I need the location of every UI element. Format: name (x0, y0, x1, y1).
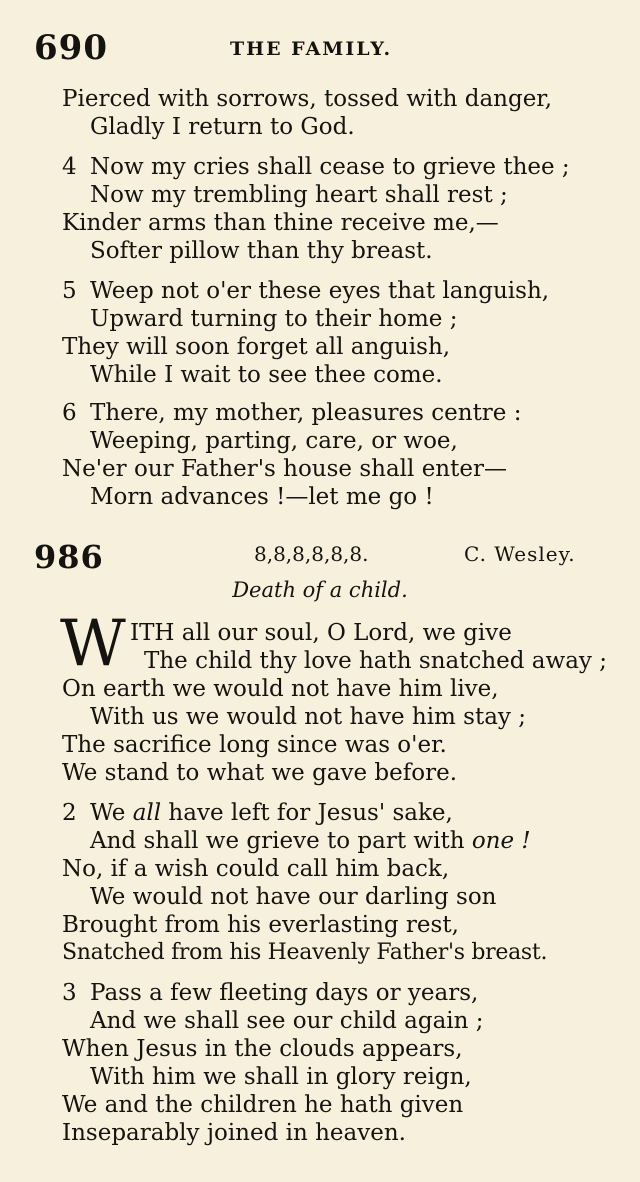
verse-line (90, 800, 453, 826)
verse-line: Snatched from his Heavenly Father's breast. (62, 940, 548, 965)
stanza-number: 2 (62, 800, 77, 826)
verse-line: Kinder arms than thine receive me,— (62, 210, 499, 236)
verse-line: We and the children he hath given (62, 1092, 464, 1118)
stanza-number: 3 (62, 980, 77, 1006)
verse-emphasis: all (132, 800, 162, 826)
verse-line: Weep not o'er these eyes that languish, (90, 278, 550, 304)
verse-line: Softer pillow than thy breast. (90, 238, 433, 264)
verse-line: No, if a wish could call him back, (62, 856, 450, 882)
verse-line: With him we shall in glory reign, (90, 1064, 472, 1090)
verse-line: Upward turning to their home ; (90, 306, 458, 332)
verse-line: When Jesus in the clouds appears, (62, 1036, 463, 1062)
hymn-meter: 8,8,8,8,8,8. (254, 542, 369, 566)
verse-line: Weeping, parting, care, or woe, (90, 428, 458, 454)
verse-line: Brought from his everlasting rest, (62, 912, 459, 938)
page-number: 690 (34, 28, 108, 68)
verse-line: And we shall see our child again ; (90, 1008, 484, 1034)
verse-line: We would not have our darling son (90, 884, 497, 910)
verse-line: On earth we would not have him live, (62, 676, 499, 702)
verse-line: Ne'er our Father's house shall enter— (62, 456, 507, 482)
verse-line: Pass a few fleeting days or years, (90, 980, 479, 1006)
verse-line: Morn advances !—let me go ! (90, 484, 434, 510)
verse-line: They will soon forget all anguish, (62, 334, 451, 360)
verse-line: The sacrifice long since was o'er. (62, 732, 447, 758)
drop-cap: W (60, 607, 126, 681)
verse-emphasis: one ! (471, 828, 531, 854)
verse-line: The child thy love hath snatched away ; (144, 648, 607, 674)
hymn-author: C. Wesley. (464, 542, 576, 566)
verse-line: Now my trembling heart shall rest ; (90, 182, 508, 208)
verse-line: Inseparably joined in heaven. (62, 1120, 406, 1146)
verse-text: And shall we grieve to part with (90, 828, 472, 854)
verse-line: There, my mother, pleasures centre : (90, 400, 522, 426)
stanza-number: 6 (62, 400, 77, 426)
stanza-number: 4 (62, 154, 77, 180)
verse-line: While I wait to see thee come. (90, 362, 443, 388)
verse-line: ITH all our soul, O Lord, we give (130, 620, 512, 646)
verse-line: Now my cries shall cease to grieve thee ; (90, 154, 570, 180)
hymn-title: Death of a child. (232, 578, 408, 602)
verse-text: We (90, 800, 133, 826)
stanza-number: 5 (62, 278, 77, 304)
verse-line: We stand to what we gave before. (62, 760, 458, 786)
verse-line (90, 828, 531, 854)
hymn-number: 986 (34, 538, 104, 576)
verse-line: Gladly I return to God. (90, 114, 355, 140)
verse-line: Pierced with sorrows, tossed with danger, (62, 86, 553, 112)
verse-text: have left for Jesus' sake, (161, 800, 453, 826)
running-head: THE FAMILY. (230, 38, 393, 60)
verse-line: With us we would not have him stay ; (90, 704, 526, 730)
